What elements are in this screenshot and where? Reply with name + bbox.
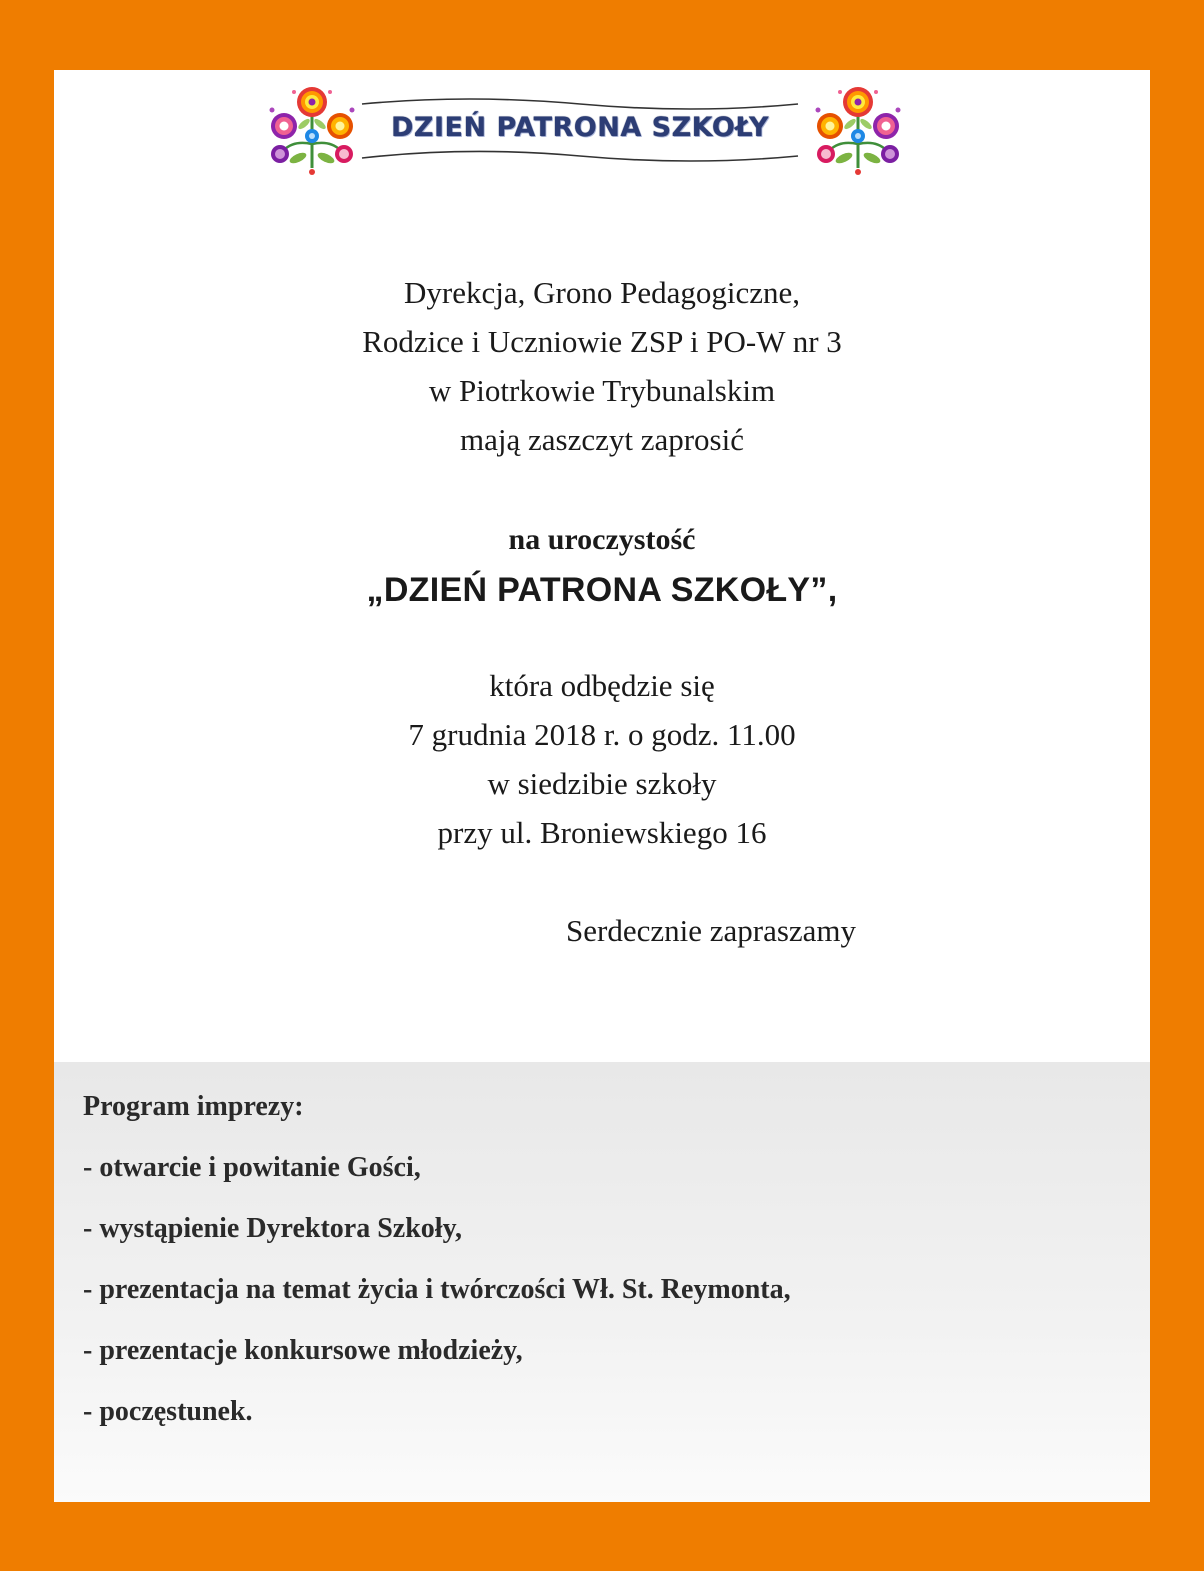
occasion-label: na uroczystość [508, 523, 696, 556]
event-title: „DZIEŃ PATRONA SZKOŁY”, [366, 571, 838, 609]
banner-title: DZIEŃ PATRONA SZKOŁY [390, 112, 769, 143]
invitation-line-invite: mają zaszczyt zaprosić [460, 422, 744, 457]
program-item: - poczęstunek. [83, 1396, 253, 1427]
event-detail-intro: która odbędzie się [489, 668, 715, 703]
program-item: - prezentacja na temat życia i twórczości Wł. St. Reymonta, [83, 1274, 791, 1305]
banner-title-frame [358, 94, 802, 168]
invitation-line-community: Rodzice i Uczniowie ZSP i PO-W nr 3 [362, 324, 842, 359]
invitation-line-hosts: Dyrekcja, Grono Pedagogiczne, [404, 275, 800, 310]
event-date-time: 7 grudnia 2018 r. o godz. 11.00 [408, 717, 796, 752]
folk-flower-icon [264, 84, 360, 178]
program-section [54, 1062, 1150, 1502]
invitation-card [54, 70, 1150, 1502]
closing-greeting: Serdecznie zapraszamy [566, 913, 857, 948]
event-address: przy ul. Broniewskiego 16 [437, 815, 767, 850]
header-banner [264, 84, 906, 178]
program-item: - otwarcie i powitanie Gości, [83, 1152, 421, 1183]
folk-flower-icon [810, 84, 906, 178]
program-heading: Program imprezy: [83, 1091, 304, 1122]
program-item: - wystąpienie Dyrektora Szkoły, [83, 1213, 463, 1244]
program-item: - prezentacje konkursowe młodzieży, [83, 1335, 523, 1366]
invitation-line-city: w Piotrkowie Trybunalskim [428, 373, 776, 408]
event-venue: w siedzibie szkoły [487, 766, 717, 801]
